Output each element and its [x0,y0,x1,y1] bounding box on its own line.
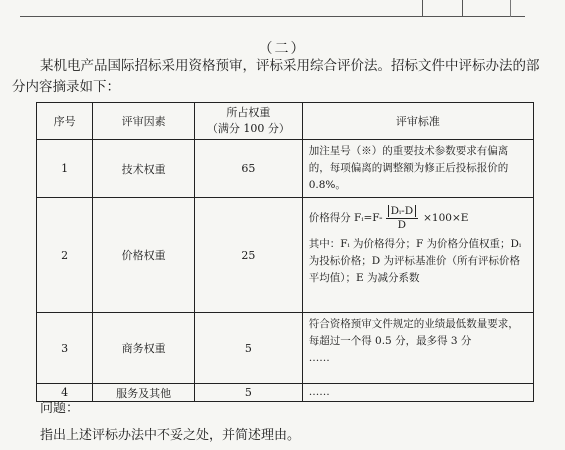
row-factor: 技术权重 [93,140,195,198]
row-no: 2 [37,198,93,313]
remnant-vertical-rule [510,0,511,17]
question-label: 问题： [40,401,80,416]
row-no: 1 [37,140,93,198]
row-weight: 65 [194,140,302,198]
row-factor: 价格权重 [93,198,195,313]
row-standard: 加注星号（※）的重要技术参数要求有偏离的，每项偏离的调整额为修正后投标报价的 0.8%。 [302,140,533,198]
table-row [37,140,534,198]
formula-fraction [386,205,419,232]
row-standard-text: 符合资格预审文件规定的业绩最低数量要求，每超过一个得 0.5 分，最多得 3 分 [308,318,519,347]
row-weight: 25 [194,198,302,313]
intro-paragraph: 某机电产品国际招标采用资格预审，评标采用综合评价法。招标文件中评标办法的部分内容摘录如下： [12,58,540,95]
row-factor: 服务及其他 [93,384,195,402]
row-weight: 5 [194,384,302,402]
row-no: 4 [37,384,93,402]
table-header-row [37,103,534,140]
header-standard: 评审标准 [302,103,533,140]
section-number: （二） [258,41,307,57]
formula-denominator: D [397,219,407,231]
row-standard: …… [302,384,533,402]
formula-prefix: 价格得分 Fᵢ=F- [308,212,383,224]
price-score-formula [309,205,527,232]
formula-numerator [386,205,419,219]
remnant-vertical-rule [422,0,423,17]
formula-numerator-abs: Dᵢ-D [388,205,417,217]
header-no: 序号 [37,103,93,140]
row-no: 3 [37,313,93,384]
table-row [37,313,534,384]
table-row [37,384,534,402]
previous-table-remnant [0,0,565,22]
formula-suffix: ×100×E [423,212,469,224]
row-standard [302,198,533,313]
row-factor: 商务权重 [93,313,195,384]
remnant-horizontal-rule [20,16,525,17]
remnant-vertical-rule [462,0,463,17]
question-text: 指出上述评标办法中不妥之处，并简述理由。 [40,428,301,443]
header-weight-line1: 所占权重 [226,106,271,119]
table-row [37,198,534,313]
row-weight: 5 [194,313,302,384]
row-standard [302,313,533,384]
row-standard-ellipsis: …… [308,352,330,364]
header-factor: 评审因素 [93,103,195,140]
formula-explanation: 其中：Fᵢ 为价格得分；F 为价格分值权重；Dᵢ 为投标价格；D 为评标基准价（所有评标价格平均值）；E 为减分系数 [308,238,522,284]
evaluation-table [36,102,534,402]
header-weight-line2: （满分 100 分） [206,122,290,135]
header-weight [194,103,302,140]
